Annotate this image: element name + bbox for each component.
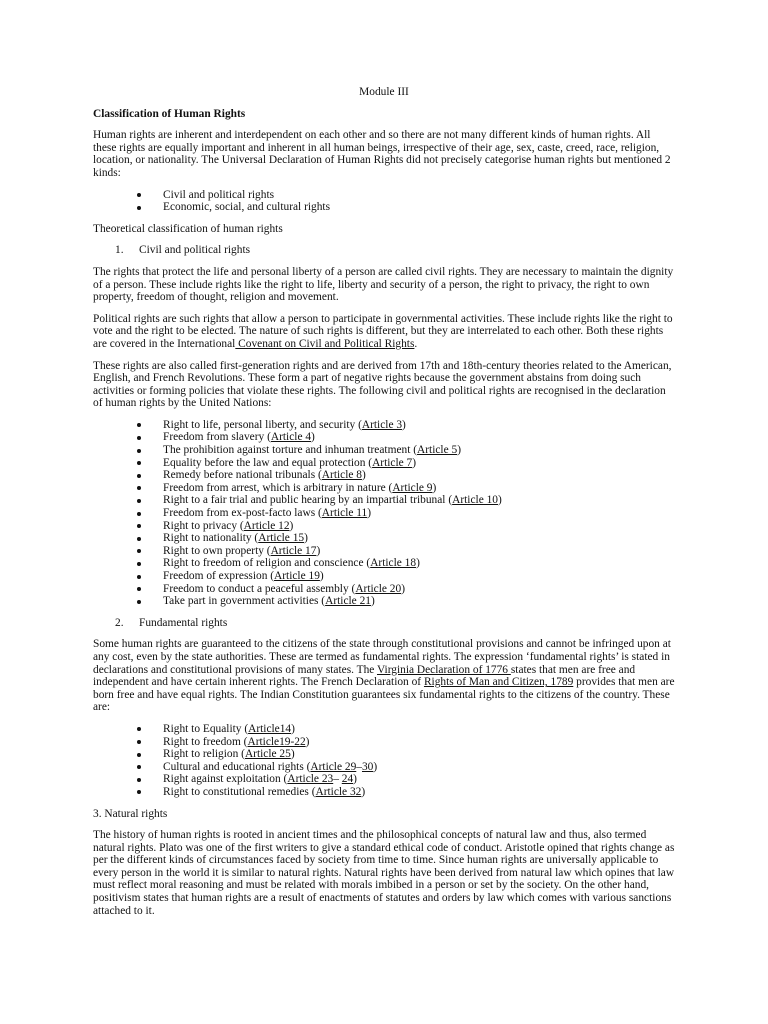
article-link[interactable]: Article 11 bbox=[321, 507, 368, 520]
list-item bbox=[137, 583, 675, 596]
right-text: Take part in government activities ( bbox=[163, 595, 326, 608]
article-link[interactable]: Article 20 bbox=[355, 582, 402, 595]
article-link[interactable]: Article 12 bbox=[243, 519, 290, 532]
list-item bbox=[137, 482, 675, 495]
list-item bbox=[137, 457, 675, 470]
article-link[interactable]: Article 10 bbox=[452, 494, 498, 507]
right-text: Right to nationality ( bbox=[163, 532, 259, 545]
article-link[interactable]: Article 32 bbox=[315, 785, 362, 798]
article-link[interactable]: Article 8 bbox=[321, 469, 362, 482]
political-text: Political rights are such rights that allow a person to participate in governmental activities. These include rights like the right to vote and the right to be elected. The nature of such rights is different, but they are interrelated to each other. Both these rights are covered in the International bbox=[93, 312, 673, 350]
right-text: Right to life, personal liberty, and security ( bbox=[163, 418, 362, 431]
right-end: ) bbox=[319, 570, 324, 582]
article-link[interactable]: 24 bbox=[341, 773, 354, 786]
list-item bbox=[137, 786, 675, 799]
right-text: Right against exploitation ( bbox=[163, 773, 288, 786]
right-text: Right to privacy ( bbox=[163, 519, 244, 532]
right-end: ) bbox=[498, 494, 502, 507]
political-end: . bbox=[414, 337, 418, 350]
right-end: ) bbox=[370, 595, 375, 608]
list-item bbox=[137, 761, 675, 774]
list-item bbox=[137, 723, 675, 736]
right-text: Freedom from ex-post-facto laws ( bbox=[163, 507, 322, 520]
right-end: ) bbox=[289, 519, 294, 532]
right-text: Right to constitutional remedies ( bbox=[163, 785, 316, 798]
civil-rights-list bbox=[93, 419, 675, 608]
right-end: ) bbox=[457, 444, 461, 457]
theoretical-heading: Theoretical classification of human rights bbox=[93, 222, 283, 235]
right-end: ) bbox=[401, 582, 405, 595]
article-link[interactable]: Article 9 bbox=[392, 481, 433, 494]
fundamental-text-b: states that men are free and independent and have certain inherent rights. The French Declaration of bbox=[93, 663, 636, 689]
article-link[interactable]: Article 15 bbox=[258, 532, 305, 545]
right-end: ) bbox=[373, 760, 378, 773]
right-end: ) bbox=[291, 722, 295, 735]
right-text: Right to a fair trial and public hearing by an impartial tribunal ( bbox=[163, 494, 453, 507]
right-mid: – bbox=[333, 773, 342, 786]
right-text: Right to own property ( bbox=[163, 544, 271, 557]
right-end: ) bbox=[361, 785, 366, 798]
right-text: Cultural and educational rights ( bbox=[163, 760, 311, 773]
right-end: ) bbox=[290, 748, 295, 761]
right-text: Right to freedom ( bbox=[163, 735, 248, 748]
article-link[interactable]: Article 3 bbox=[361, 418, 403, 431]
fundamental-text-a: Some human rights are guaranteed to the citizens of the state through constitutional provisions and cannot be infringed upon at any cost, even by the state authorities. These are termed as fundamental rights. The expression ‘fundamental rights’ is stated in declarations and constitutional provisions of many states. The bbox=[93, 638, 671, 676]
list-item bbox=[137, 444, 675, 457]
right-end: ) bbox=[367, 507, 372, 520]
right-text: Right to freedom of religion and conscience ( bbox=[163, 557, 371, 570]
section2-heading bbox=[93, 617, 675, 630]
right-text: The prohibition against torture and inhuman treatment ( bbox=[163, 444, 418, 457]
list-item bbox=[137, 773, 675, 786]
list-item bbox=[137, 419, 675, 432]
fundamental-text-c: provides that men are born free and have equal rights. The Indian Constitution guarantees six fundamental rights to the citizens of the country. These are: bbox=[93, 676, 675, 714]
article-link[interactable]: Article 18 bbox=[370, 557, 417, 570]
right-end: ) bbox=[305, 735, 310, 748]
article-link[interactable]: Article 17 bbox=[270, 544, 317, 557]
right-end: ) bbox=[304, 532, 308, 545]
right-end: ) bbox=[361, 469, 366, 482]
list-item bbox=[137, 469, 675, 482]
right-mid: – bbox=[356, 760, 362, 773]
article-link[interactable]: Article 19 bbox=[274, 570, 320, 582]
article-link[interactable]: Article 4 bbox=[270, 431, 312, 444]
list-item bbox=[137, 748, 675, 761]
political-rights-paragraph bbox=[93, 313, 675, 351]
list-item bbox=[137, 431, 675, 444]
section2-title: Fundamental rights bbox=[139, 616, 228, 629]
kinds-list bbox=[93, 189, 675, 214]
section1-title: Civil and political rights bbox=[139, 244, 251, 257]
list-item bbox=[137, 545, 675, 558]
right-end: ) bbox=[412, 456, 417, 469]
module-header: Module III bbox=[359, 86, 409, 98]
section1-heading bbox=[93, 244, 675, 257]
document-page bbox=[93, 86, 675, 917]
right-end: ) bbox=[311, 431, 315, 444]
right-text: Right to Equality ( bbox=[163, 722, 249, 735]
list-item bbox=[137, 557, 675, 570]
fundamental-rights-list bbox=[93, 723, 675, 799]
section1-number: 1. bbox=[115, 244, 124, 257]
article-link[interactable]: 30 bbox=[361, 760, 374, 773]
right-text: Right to religion ( bbox=[163, 748, 245, 761]
right-text: Freedom to conduct a peaceful assembly ( bbox=[163, 582, 356, 595]
section2-number: 2. bbox=[115, 616, 124, 629]
list-item bbox=[137, 736, 675, 749]
right-text: Remedy before national tribunals ( bbox=[163, 469, 322, 482]
natural-rights-paragraph: The history of human rights is rooted in ancient times and the philosophical concepts of natural law and thus, also termed natural rights. Plato was one of the first writers to give a standard ethical code of conduct. Aristotle opined that rights change as per the different kinds of circumstances faced by society from time to time. Since human rights are universally applicable to every person in the world it is similar to natural rights. Natural rights have been derived from natural law which opines that law must reflect moral reasoning and must be related with morals imbibed in a person or set by the society. On the other hand, positivism states that human rights are a result of enactments of statutes and orders by law which comes with various sanctions attached to it. bbox=[93, 829, 675, 917]
right-end: ) bbox=[316, 544, 321, 557]
right-end: ) bbox=[416, 557, 420, 570]
first-generation-paragraph: These rights are also called first-generation rights and are derived from 17th and 18th-century theories related to the American, English, and French Revolutions. These form a part of negative rights because the government abstains from doing such activities or forming policies that violate these rights. The following civil and political rights are recognised in the declaration of human rights by the United Nations: bbox=[93, 359, 672, 410]
article-link[interactable]: Article 21 bbox=[325, 595, 371, 608]
article-link[interactable]: Article 29 bbox=[310, 760, 357, 773]
fundamental-rights-paragraph bbox=[93, 638, 675, 714]
list-item bbox=[137, 520, 675, 533]
article-link[interactable]: Article 7 bbox=[372, 456, 413, 469]
right-end: ) bbox=[402, 418, 406, 431]
list-item bbox=[137, 532, 675, 545]
civil-rights-paragraph: The rights that protect the life and personal liberty of a person are called civil rights. They are necessary to maintain the dignity of a person. These include rights like the right to life, liberty and security of a person, the right to privacy, the right to own property, freedom of thought, religion and movement. bbox=[93, 265, 674, 304]
article-link[interactable]: Article 5 bbox=[417, 444, 458, 457]
list-item bbox=[137, 595, 675, 608]
article-link[interactable]: Article14 bbox=[248, 722, 292, 735]
right-end: ) bbox=[432, 481, 437, 494]
list-item: Economic, social, and cultural rights bbox=[137, 201, 675, 214]
list-item: Civil and political rights bbox=[137, 189, 675, 202]
right-text: Freedom from slavery ( bbox=[163, 431, 271, 444]
page-title: Classification of Human Rights bbox=[93, 107, 246, 120]
virginia-declaration-link[interactable]: Virginia Declaration of 1776 bbox=[376, 663, 511, 676]
covenant-link[interactable]: Covenant on Civil and Political Rights bbox=[235, 337, 415, 350]
list-item bbox=[137, 570, 675, 583]
intro-paragraph: Human rights are inherent and interdependent on each other and so there are not many different kinds of human rights. All these rights are equally important and inherent in all human beings, irrespective of their age, sex, caste, creed, race, religion, location, or nationality. The Universal Declaration of Human Rights did not precisely categorise human rights but mentioned 2 kinds: bbox=[93, 129, 671, 179]
section3-heading: 3. Natural rights bbox=[93, 807, 168, 820]
article-link[interactable]: Article 23 bbox=[287, 773, 334, 786]
right-text: Equality before the law and equal protection ( bbox=[163, 456, 373, 469]
right-text: Freedom from arrest, which is arbitrary in nature ( bbox=[163, 481, 393, 494]
right-end: ) bbox=[353, 773, 357, 786]
list-item bbox=[137, 507, 675, 520]
article-link[interactable]: Article19-22 bbox=[247, 735, 306, 748]
list-item bbox=[137, 494, 675, 507]
right-text: Freedom of expression ( bbox=[163, 570, 275, 582]
rights-of-man-link[interactable]: Rights of Man and Citizen, 1789 bbox=[423, 676, 574, 689]
article-link[interactable]: Article 25 bbox=[244, 748, 291, 761]
